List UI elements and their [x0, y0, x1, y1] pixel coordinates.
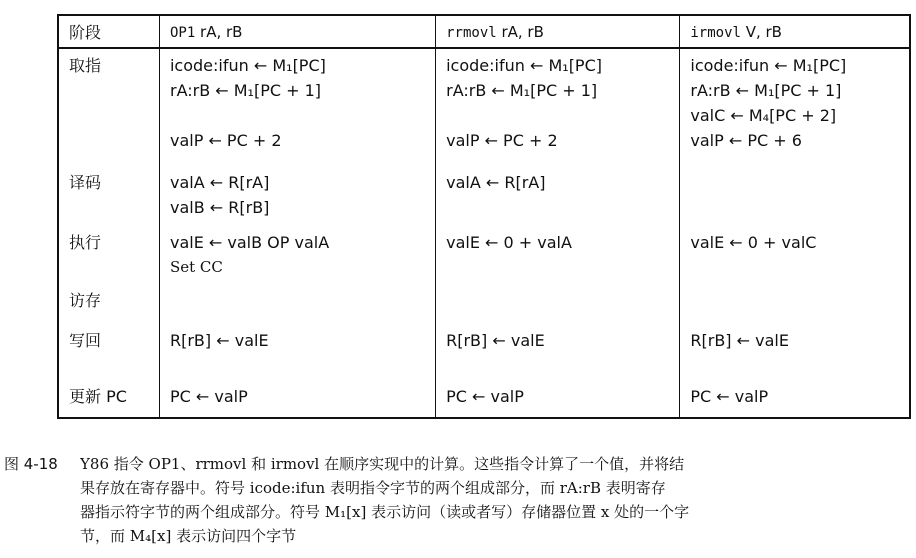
- row-writeback: [58, 324, 910, 380]
- decode-irmovl: [680, 166, 910, 226]
- execute-op1: [159, 226, 435, 284]
- fetch-rrmovl-line: icode:ifun ← M₁[PC]: [446, 56, 602, 75]
- decode-op1-line: valB ← R[rB]: [169, 198, 270, 217]
- fetch-irmovl-line: rA:rB ← M₁[PC + 1]: [690, 81, 842, 100]
- fetch-irmovl-line: valC ← M₄[PC + 2]: [690, 106, 837, 125]
- row-decode: [58, 166, 910, 226]
- fetch-rrmovl-line: [446, 103, 679, 128]
- decode-rrmovl: [436, 166, 680, 226]
- header-rrmovl: [436, 15, 680, 48]
- decode-op1: [159, 166, 435, 226]
- execute-op1-line: valE ← valB OP valA: [169, 233, 330, 252]
- memory-irmovl: [680, 284, 910, 324]
- sequential-stages-table: [57, 14, 911, 419]
- table-header-row: [58, 15, 910, 48]
- pc-update-rrmovl-line: PC ← valP: [446, 387, 524, 406]
- fetch-irmovl-line: valP ← PC + 6: [690, 131, 802, 150]
- writeback-op1-line: R[rB] ← valE: [169, 331, 269, 350]
- stage-execute: 执行: [58, 226, 159, 284]
- writeback-rrmovl: [436, 324, 680, 380]
- fetch-op1-line: icode:ifun ← M₁[PC]: [169, 56, 326, 75]
- caption-line: 器指示符字节的两个组成部分。符号 M₁[x] 表示访问（读或者写）存储器位置 x 处的一个字: [80, 503, 690, 521]
- row-execute: [58, 226, 910, 284]
- decode-rrmovl-line: valA ← R[rA]: [446, 173, 546, 192]
- writeback-irmovl: [680, 324, 910, 380]
- header-stage: 阶段: [58, 15, 159, 48]
- pc-update-op1-line: PC ← valP: [169, 387, 248, 406]
- fetch-op1-line: rA:rB ← M₁[PC + 1]: [169, 81, 322, 100]
- writeback-op1: [159, 324, 435, 380]
- execute-rrmovl-line: valE ← 0 + valA: [446, 233, 572, 252]
- header-irmovl-mnemonic: irmovl: [690, 25, 741, 41]
- fetch-op1: [159, 48, 435, 166]
- pc-update-irmovl: [680, 380, 910, 418]
- fetch-rrmovl: [436, 48, 680, 166]
- memory-op1: [159, 284, 435, 324]
- fetch-rrmovl-line: rA:rB ← M₁[PC + 1]: [446, 81, 598, 100]
- writeback-irmovl-line: R[rB] ← valE: [690, 331, 789, 350]
- row-fetch: [58, 48, 910, 166]
- fetch-irmovl-line: icode:ifun ← M₁[PC]: [690, 56, 847, 75]
- stage-decode: 译码: [58, 166, 159, 226]
- stage-pc-update: 更新 PC: [58, 380, 159, 418]
- fetch-op1-line: valP ← PC + 2: [169, 131, 282, 150]
- decode-op1-line: valA ← R[rA]: [169, 173, 270, 192]
- row-memory: [58, 284, 910, 324]
- stage-memory: 访存: [58, 284, 159, 324]
- caption-line: 果存放在寄存器中。符号 icode:ifun 表明指令字节的两个组成部分，而 rA:rB 表明寄存: [80, 479, 666, 497]
- header-irmovl-args: V, rB: [740, 23, 782, 41]
- figure-number: 图 4-18: [4, 455, 58, 473]
- stage-writeback: 写回: [58, 324, 159, 380]
- fetch-op1-line: [170, 103, 435, 128]
- stage-fetch: 取指: [58, 48, 159, 166]
- header-irmovl: [680, 15, 910, 48]
- row-pc-update: [58, 380, 910, 418]
- pc-update-irmovl-line: PC ← valP: [690, 387, 769, 406]
- memory-rrmovl: [436, 284, 680, 324]
- header-op1-args: rA, rB: [195, 23, 243, 41]
- header-rrmovl-mnemonic: rrmovl: [446, 25, 497, 41]
- header-rrmovl-args: rA, rB: [496, 23, 544, 41]
- writeback-rrmovl-line: R[rB] ← valE: [446, 331, 545, 350]
- execute-irmovl-line: valE ← 0 + valC: [690, 233, 817, 252]
- header-op1: [159, 15, 435, 48]
- fetch-rrmovl-line: valP ← PC + 2: [446, 131, 558, 150]
- caption-line: 节，而 M₄[x] 表示访问四个字节: [80, 527, 297, 545]
- pc-update-rrmovl: [436, 380, 680, 418]
- header-op1-mnemonic: OP1: [169, 25, 196, 41]
- pc-update-op1: [159, 380, 435, 418]
- execute-op1-line: Set CC: [169, 258, 223, 276]
- execute-irmovl: [680, 226, 910, 284]
- caption-line: Y86 指令 OP1、rrmovl 和 irmovl 在顺序实现中的计算。这些指令计算了一个值，并将结: [80, 455, 685, 473]
- caption-text: [80, 452, 910, 548]
- execute-rrmovl: [436, 226, 680, 284]
- fetch-irmovl: [680, 48, 910, 166]
